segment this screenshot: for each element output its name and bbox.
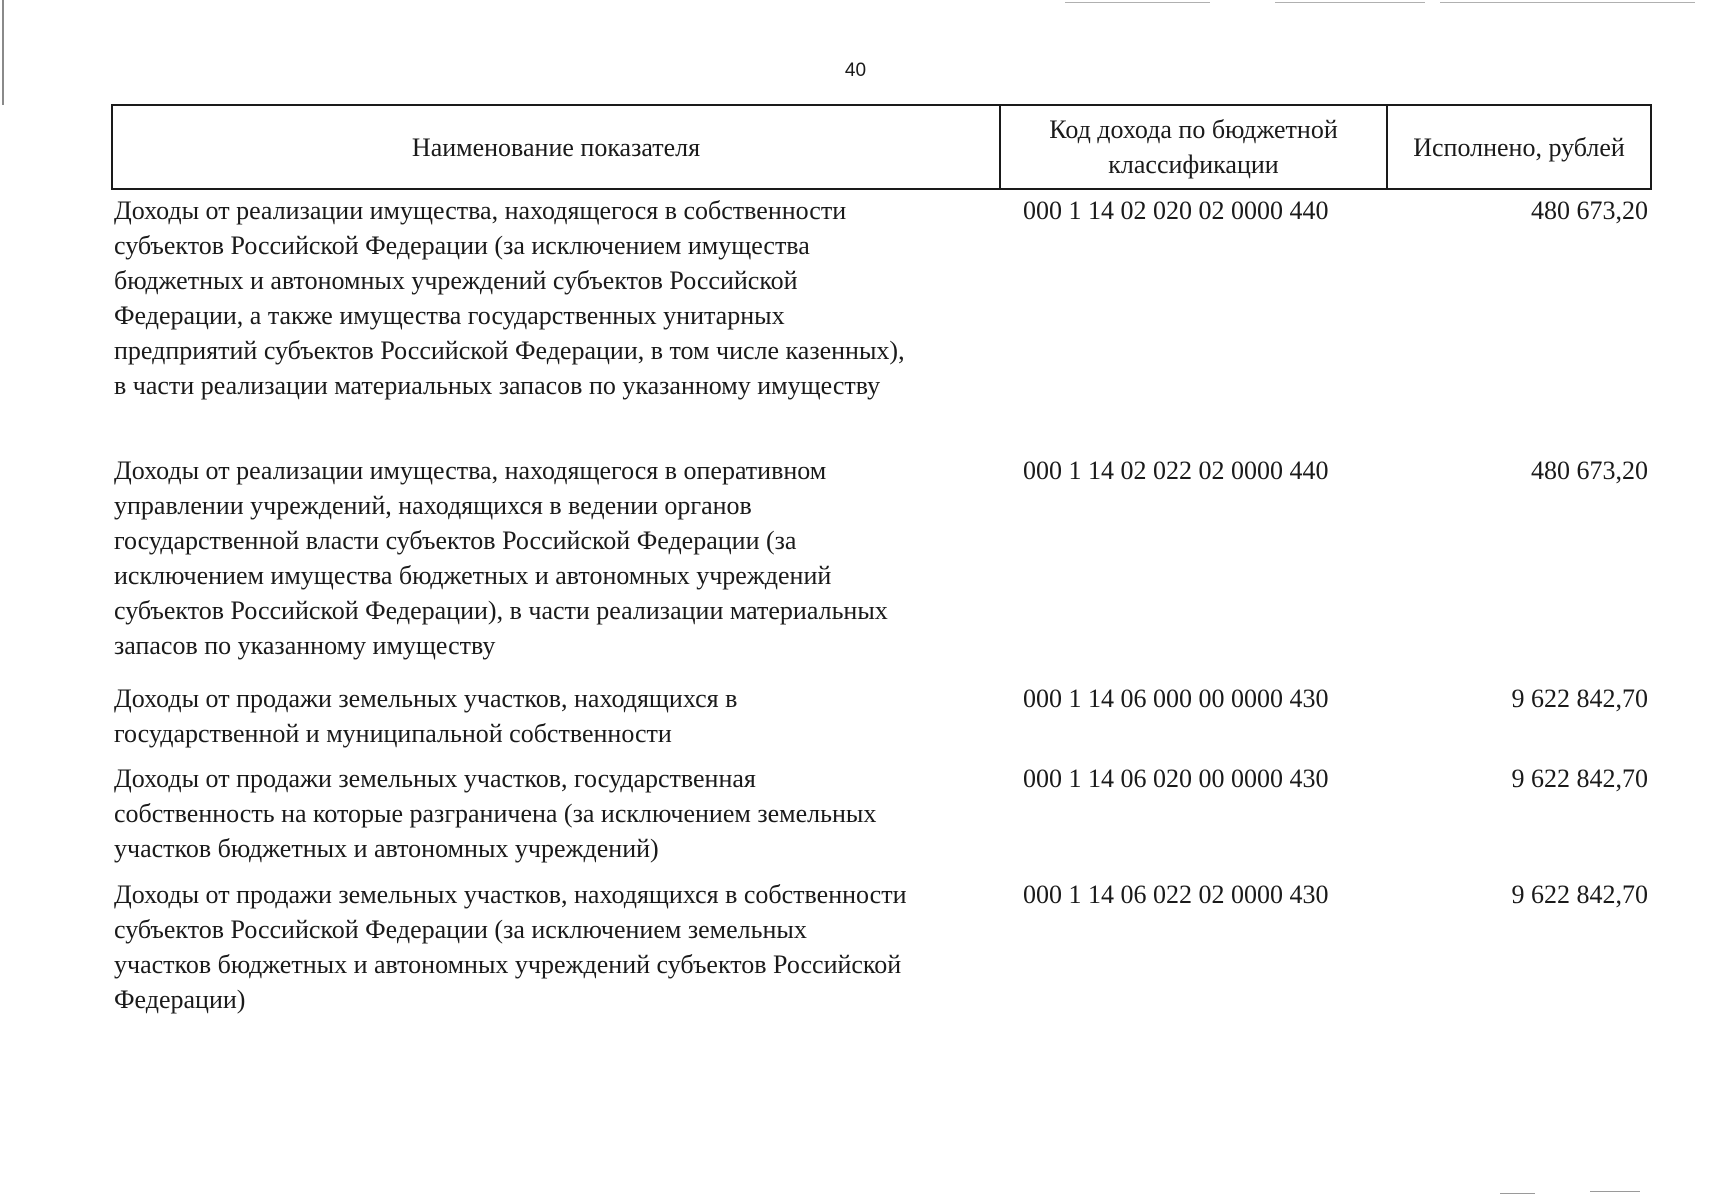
scan-speck <box>1500 1193 1535 1194</box>
table-header <box>111 104 1652 190</box>
row-name <box>114 761 1004 866</box>
row-name-line: государственной власти субъектов Российской Федерации (за <box>114 526 797 555</box>
header-code-cell <box>1001 106 1388 188</box>
row-name-line: Доходы от реализации имущества, находящегося в оперативном <box>114 456 827 485</box>
row-name-line: Доходы от продажи земельных участков, находящихся в <box>114 684 738 713</box>
row-name-line: Доходы от продажи земельных участков, государственная <box>114 764 756 793</box>
page-number: 40 <box>844 60 867 81</box>
row-name-line: бюджетных и автономных учреждений субъектов Российской <box>114 266 798 295</box>
row-amount: 9 622 842,70 <box>1511 764 1648 793</box>
row-name-line: государственной и муниципальной собственности <box>114 719 672 748</box>
row-name-line: Доходы от реализации имущества, находящегося в собственности <box>114 196 847 225</box>
row-code: 000 1 14 06 020 00 0000 430 <box>1023 764 1329 793</box>
row-code: 000 1 14 02 020 02 0000 440 <box>1023 196 1329 225</box>
scan-top-line <box>1065 2 1210 3</box>
row-name-line: Федерации) <box>114 985 246 1014</box>
header-name-cell <box>113 106 1001 188</box>
header-amount-cell <box>1388 106 1650 188</box>
row-name-line: участков бюджетных и автономных учреждений) <box>114 834 659 863</box>
row-name-line: собственность на которые разграничена (за исключением земельных <box>114 799 877 828</box>
row-name-line: Федерации, а также имущества государственных унитарных <box>114 301 785 330</box>
row-code: 000 1 14 02 022 02 0000 440 <box>1023 456 1329 485</box>
row-name-line: исключением имущества бюджетных и автономных учреждений <box>114 561 832 590</box>
scan-top-line <box>1275 2 1425 3</box>
row-amount: 480 673,20 <box>1531 196 1648 225</box>
row-name-line: субъектов Российской Федерации), в части реализации материальных <box>114 596 888 625</box>
row-amount: 480 673,20 <box>1531 456 1648 485</box>
row-name-line: участков бюджетных и автономных учреждений субъектов Российской <box>114 950 902 979</box>
row-amount: 9 622 842,70 <box>1511 684 1648 713</box>
header-amount-label: Исполнено, рублей <box>1413 132 1625 162</box>
row-name-line: предприятий субъектов Российской Федерации, в том числе казенных), <box>114 336 905 365</box>
scan-speck <box>1590 1191 1640 1192</box>
row-name <box>114 681 1004 751</box>
header-code-label-line1: Код дохода по бюджетной <box>1049 115 1338 144</box>
row-name-line: управлении учреждений, находящихся в ведении органов <box>114 491 752 520</box>
row-name-line: Доходы от продажи земельных участков, находящихся в собственности <box>114 880 907 909</box>
row-code: 000 1 14 06 022 02 0000 430 <box>1023 880 1329 909</box>
row-amount: 9 622 842,70 <box>1511 880 1648 909</box>
header-code-label-line2: классификации <box>1108 150 1279 179</box>
header-name-label: Наименование показателя <box>411 132 701 162</box>
row-name <box>114 453 1004 663</box>
scan-edge-line <box>2 0 4 105</box>
row-name-line: запасов по указанному имуществу <box>114 631 496 660</box>
scan-top-line <box>1440 2 1695 3</box>
row-name-line: субъектов Российской Федерации (за исключением имущества <box>114 231 810 260</box>
row-name-line: в части реализации материальных запасов по указанному имуществу <box>114 371 881 400</box>
row-name <box>114 877 1004 1017</box>
row-name-line: субъектов Российской Федерации (за исключением земельных <box>114 915 807 944</box>
row-name <box>114 193 1004 403</box>
row-code: 000 1 14 06 000 00 0000 430 <box>1023 684 1329 713</box>
